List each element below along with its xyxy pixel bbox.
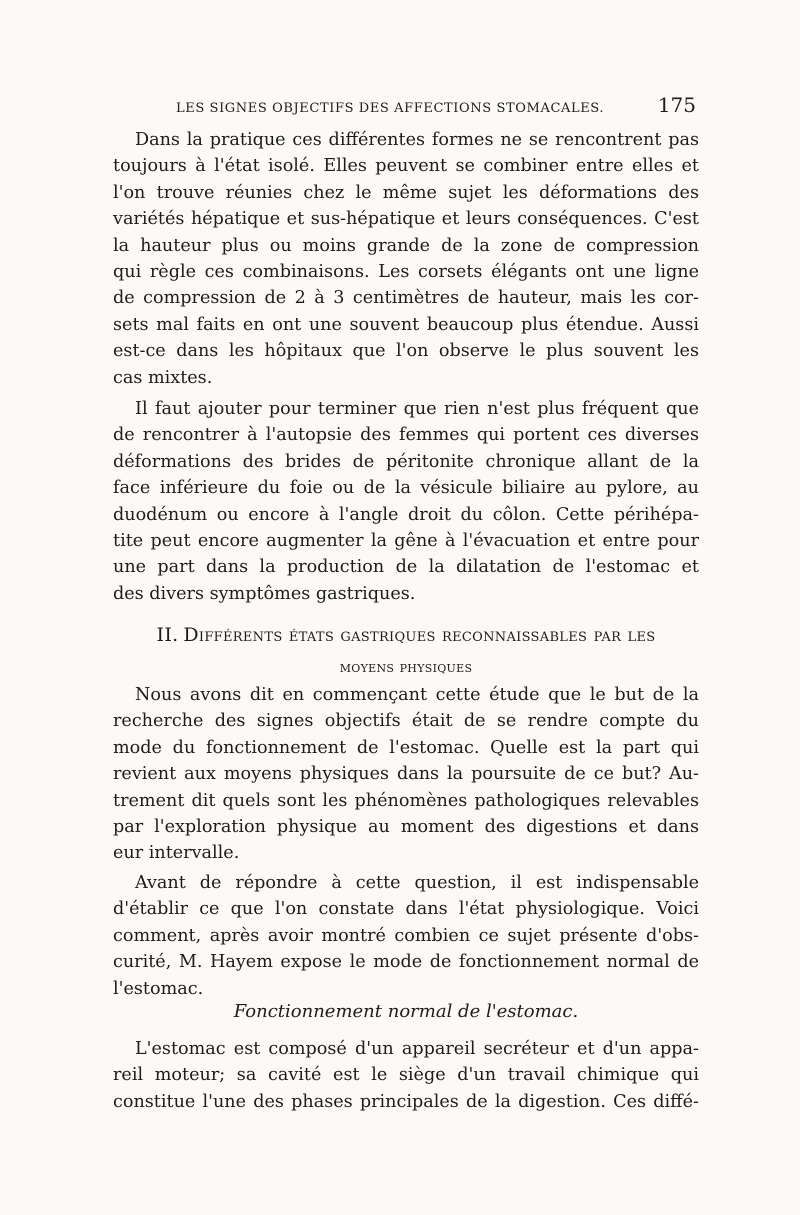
text-line: recherche des signes objectifs était de se rendre compte du xyxy=(113,711,699,732)
paragraph-2 xyxy=(113,396,699,607)
text-line: reil moteur; sa cavité est le siège d'un travail chimique qui xyxy=(113,1065,699,1086)
text-line: revient aux moyens physiques dans la poursuite de ce but? Au- xyxy=(113,764,699,785)
text-line: une part dans la production de la dilatation de l'estomac et xyxy=(113,557,699,578)
text-line: l'on trouve réunies chez le même sujet les déformations des xyxy=(113,182,699,203)
section-heading xyxy=(113,620,699,682)
text-line: Avant de répondre à cette question, il est indispensable xyxy=(135,873,699,893)
section-title-line-2: moyens physiques xyxy=(339,657,473,676)
text-line: tite peut encore augmenter la gêne à l'évacuation et entre pour xyxy=(113,530,699,551)
text-line: Nous avons dit en commençant cette étude que le but de la xyxy=(135,685,699,705)
text-line: Dans la pratique ces différentes formes ne se rencontrent pas xyxy=(135,130,699,150)
text-line: trement dit quels sont les phénomènes pathologiques relevables xyxy=(113,790,699,811)
text-line: la hauteur plus ou moins grande de la zone de compression xyxy=(113,235,699,256)
text-line: L'estomac est composé d'un appareil secréteur et d'un appa- xyxy=(135,1039,699,1059)
text-line: Il faut ajouter pour terminer que rien n'est plus fréquent que xyxy=(135,399,699,419)
text-line: curité, M. Hayem expose le mode de fonctionnement normal de xyxy=(113,952,699,973)
section-numeral: II. xyxy=(156,624,179,646)
paragraph-1 xyxy=(113,127,699,391)
text-line: mode du fonctionnement de l'estomac. Quelle est la part qui xyxy=(113,737,699,758)
paragraph-3 xyxy=(113,682,699,867)
text-line: par l'exploration physique au moment des digestions et dans xyxy=(113,816,699,837)
running-header xyxy=(176,93,696,117)
section-title: Différents états gastriques reconnaissables par les xyxy=(183,624,656,646)
text-line: duodénum ou encore à l'angle droit du côlon. Cette périhépa- xyxy=(113,504,699,525)
page-number: 175 xyxy=(657,93,696,117)
text-line: variétés hépatique et sus-hépatique et leurs conséquences. C'est xyxy=(113,209,699,230)
paragraph-4 xyxy=(113,870,699,1002)
running-title: LES SIGNES OBJECTIFS DES AFFECTIONS STOMACALES. xyxy=(176,101,605,116)
subsection-title: Fonctionnement normal de l'estomac. xyxy=(233,1001,579,1022)
text-line: qui règle ces combinaisons. Les corsets élégants ont une ligne xyxy=(113,261,699,282)
text-line: de rencontrer à l'autopsie des femmes qui portent ces diverses xyxy=(113,425,699,446)
section-title-line-1 xyxy=(113,620,699,652)
text-line: de compression de 2 à 3 centimètres de hauteur, mais les cor- xyxy=(113,288,699,309)
text-line: constitue l'une des phases principales de la digestion. Ces diffé- xyxy=(113,1091,699,1112)
text-line: face inférieure du foie ou de la vésicule biliaire au pylore, au xyxy=(113,478,699,499)
text-line: sets mal faits en ont une souvent beaucoup plus étendue. Aussi xyxy=(113,314,699,335)
text-line: toujours à l'état isolé. Elles peuvent se combiner entre elles et xyxy=(113,156,699,177)
text-line: est-ce dans les hôpitaux que l'on observe le plus souvent les xyxy=(113,341,699,362)
text-line: eur intervalle. xyxy=(113,843,240,864)
text-line: déformations des brides de péritonite chronique allant de la xyxy=(113,451,699,472)
text-line: l'estomac. xyxy=(113,978,204,999)
text-line: comment, après avoir montré combien ce sujet présente d'obs- xyxy=(113,925,699,946)
text-line: cas mixtes. xyxy=(113,367,213,388)
text-line: des divers symptômes gastriques. xyxy=(113,583,416,604)
paragraph-5 xyxy=(113,1036,699,1115)
text-line: d'établir ce que l'on constate dans l'état physiologique. Voici xyxy=(113,899,699,920)
